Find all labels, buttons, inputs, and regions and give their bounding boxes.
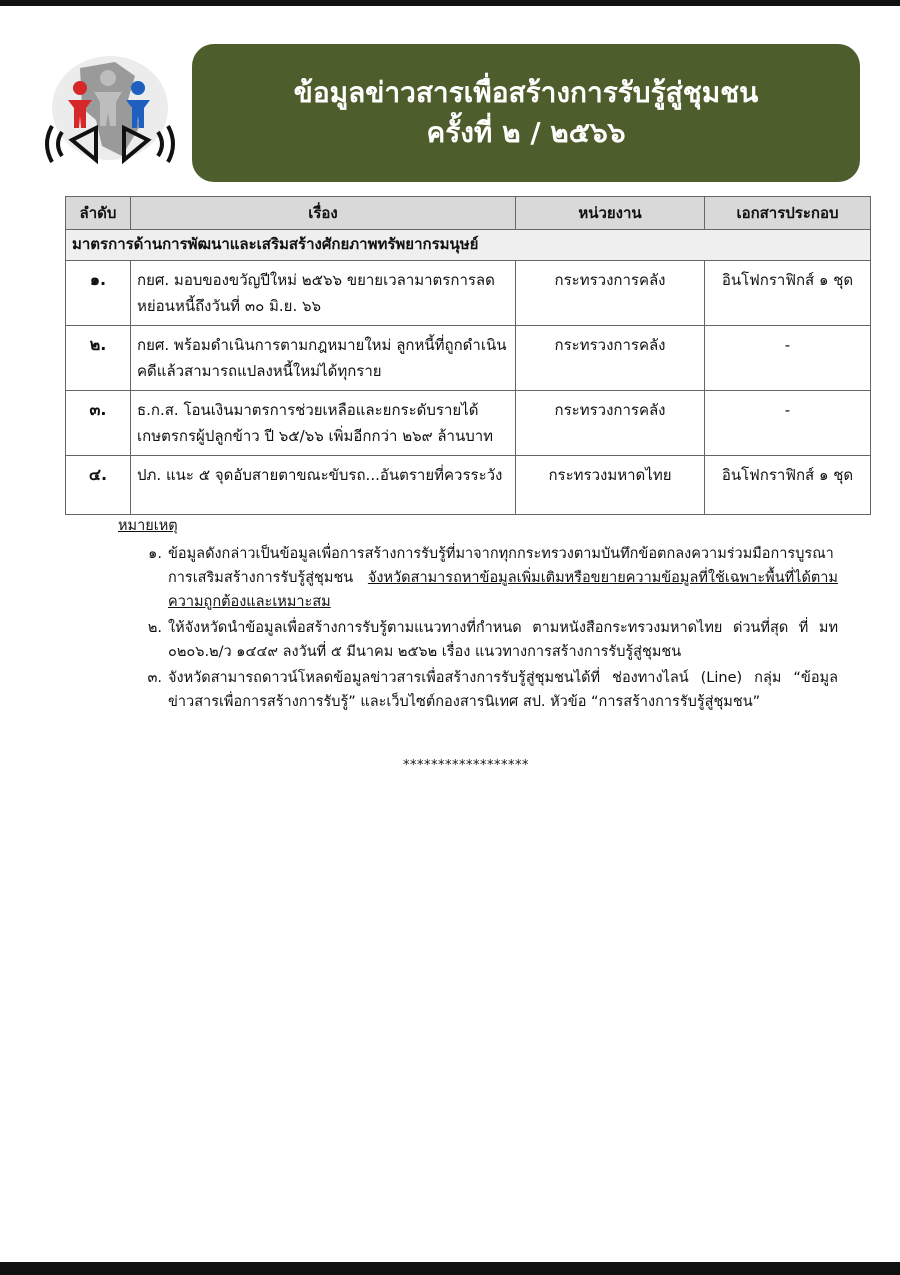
row-subject: ปภ. แนะ ๕ จุดอับสายตาขณะขับรถ...อันตรายที่ควรระวัง — [131, 456, 516, 515]
note-text-plain: ข้อมูลดังกล่าวเป็นข้อมูลเพื่อการสร้างการรับรู้ที่มาจากทุกกระทรวงตามบันทึกข้อตกลงความร่วมมือการบูรณาการเสริมสร้างการรับรู้สู่ชุมชน — [168, 546, 834, 586]
news-table — [65, 196, 871, 515]
table-row — [66, 261, 871, 326]
col-documents: เอกสารประกอบ — [705, 197, 871, 230]
page-title: ข้อมูลข่าวสารเพื่อสร้างการรับรู้สู่ชุมชน — [293, 76, 759, 109]
row-subject: กยศ. พร้อมดำเนินการตามกฎหมายใหม่ ลูกหนี้ที่ถูกดำเนินคดีแล้วสามารถแปลงหนี้ใหม่ได้ทุกราย — [131, 326, 516, 391]
row-agency: กระทรวงการคลัง — [516, 261, 705, 326]
note-item — [118, 616, 838, 664]
row-number: ๔. — [66, 456, 131, 515]
row-documents: - — [705, 326, 871, 391]
issue-number: ครั้งที่ ๒ / ๒๕๖๖ — [426, 116, 626, 149]
row-subject: ธ.ก.ส. โอนเงินมาตรการช่วยเหลือและยกระดับรายได้เกษตรกรผู้ปลูกข้าว ปี ๖๕/๖๖ เพิ่มอีกกว่า ๒๖๙ ล้านบาท — [131, 391, 516, 456]
note-number: ๑. — [148, 546, 162, 562]
row-subject: กยศ. มอบของขวัญปีใหม่ ๒๕๖๖ ขยายเวลามาตรการลดหย่อนหนี้ถึงวันที่ ๓๐ มิ.ย. ๖๖ — [131, 261, 516, 326]
note-text-underlined: จังหวัดสามารถหาข้อมูลเพิ่มเติมหรือขยายความข้อมูลที่ใช้เฉพาะพื้นที่ได้ตามความถูกต้องและเหมาะสม — [168, 570, 838, 610]
section-title: มาตรการด้านการพัฒนาและเสริมสร้างศักยภาพทรัพยากรมนุษย์ — [66, 230, 871, 261]
notes-section — [118, 514, 838, 716]
col-subject: เรื่อง — [131, 197, 516, 230]
table-row — [66, 456, 871, 515]
row-number: ๑. — [66, 261, 131, 326]
section-row — [66, 230, 871, 261]
row-number: ๒. — [66, 326, 131, 391]
note-text: จังหวัดสามารถดาวน์โหลดข้อมูลข่าวสารเพื่อสร้างการรับรู้สู่ชุมชนได้ที่ ช่องทางไลน์ (Line) กลุ่ม “ข้อมูลข่าวสารเพื่อการสร้างการรับรู้” และเว็บไซต์กองสารนิเทศ สป. หัวข้อ “การสร้างการรับรู้สู่ชุมชน” — [168, 670, 838, 710]
row-agency: กระทรวงการคลัง — [516, 391, 705, 456]
row-documents: อินโฟกราฟิกส์ ๑ ชุด — [705, 456, 871, 515]
end-separator: ****************** — [403, 758, 529, 773]
row-agency: กระทรวงมหาดไทย — [516, 456, 705, 515]
note-text: ให้จังหวัดนำข้อมูลเพื่อสร้างการรับรู้ตามแนวทางที่กำหนด ตามหนังสือกระทรวงมหาดไทย ด่วนที่สุด ที่ มท ๐๒๐๖.๒/ว ๑๔๔๙ ลงวันที่ ๕ มีนาคม ๒๕๖๒ เรื่อง แนวทางการสร้างการรับรู้สู่ชุมชน — [168, 620, 838, 660]
row-number: ๓. — [66, 391, 131, 456]
note-item — [118, 666, 838, 714]
note-number: ๓. — [147, 670, 162, 686]
row-documents: อินโฟกราฟิกส์ ๑ ชุด — [705, 261, 871, 326]
note-item — [118, 542, 838, 614]
note-number: ๒. — [147, 620, 162, 636]
table-header-row — [66, 197, 871, 230]
notes-heading: หมายเหตุ — [118, 518, 178, 534]
table-row — [66, 326, 871, 391]
bottom-edge-bar — [0, 1262, 900, 1275]
col-agency: หน่วยงาน — [516, 197, 705, 230]
col-order: ลำดับ — [66, 197, 131, 230]
row-agency: กระทรวงการคลัง — [516, 326, 705, 391]
table-row — [66, 391, 871, 456]
row-documents: - — [705, 391, 871, 456]
top-edge-bar — [0, 0, 900, 6]
note-text — [168, 542, 838, 614]
community-logo — [40, 48, 180, 183]
title-banner — [192, 44, 860, 182]
